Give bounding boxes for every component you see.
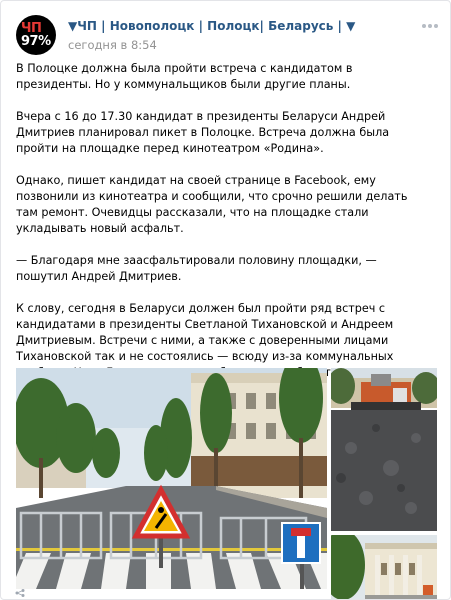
- post-paragraph-4: — Благодаря мне заасфальтировали половину площадки, — пошутил Андрей Дмитриев.: [16, 254, 377, 283]
- post-paragraph-3: Однако, пишет кандидат на своей странице в Facebook, ему позвонили из кинотеатра и сообщили, что срочно решили делать там ремонт. Очевидцы рассказали, что на площадке стали укладывать новый асфальт.: [16, 174, 408, 235]
- avatar-logo-top: ЧП: [21, 21, 42, 36]
- post-paragraph-2: Вчера с 16 до 17.30 кандидат в президенты Беларуси Андрей Дмитриев планировал пикет в Полоцке. Встреча должна была пройти на площадке перед кинотеатром «Родина».: [16, 110, 390, 155]
- post-text: [16, 61, 426, 397]
- more-icon[interactable]: [420, 19, 440, 33]
- post-header: [16, 11, 440, 55]
- photo-street-roadworks[interactable]: [16, 368, 327, 589]
- group-avatar[interactable]: [16, 15, 56, 55]
- post-paragraph-5: К слову, сегодня в Беларуси должен был пройти ряд встреч с кандидатами в президенты Светланой Тихановской и Андреем Дмитриевым. Встречи с ними, а также с доверенными лицами Тихановской так и не состоялись — всюду из-за коммунальных: [16, 302, 394, 363]
- photo-asphalt-paving[interactable]: [331, 368, 437, 531]
- photo-cinema-building[interactable]: [331, 535, 437, 600]
- post-date-link[interactable]: сегодня в 8:54: [68, 38, 157, 52]
- avatar-logo-bottom: 97%: [21, 34, 51, 49]
- share-icon[interactable]: [15, 589, 25, 597]
- post-paragraph-1: В Полоцке должна была пройти встреча с кандидатом в президенты. Но у коммунальщиков были другие планы.: [16, 62, 353, 91]
- group-name-link[interactable]: ▼ЧП | Новополоцк | Полоцк| Беларусь | ▼: [68, 19, 356, 33]
